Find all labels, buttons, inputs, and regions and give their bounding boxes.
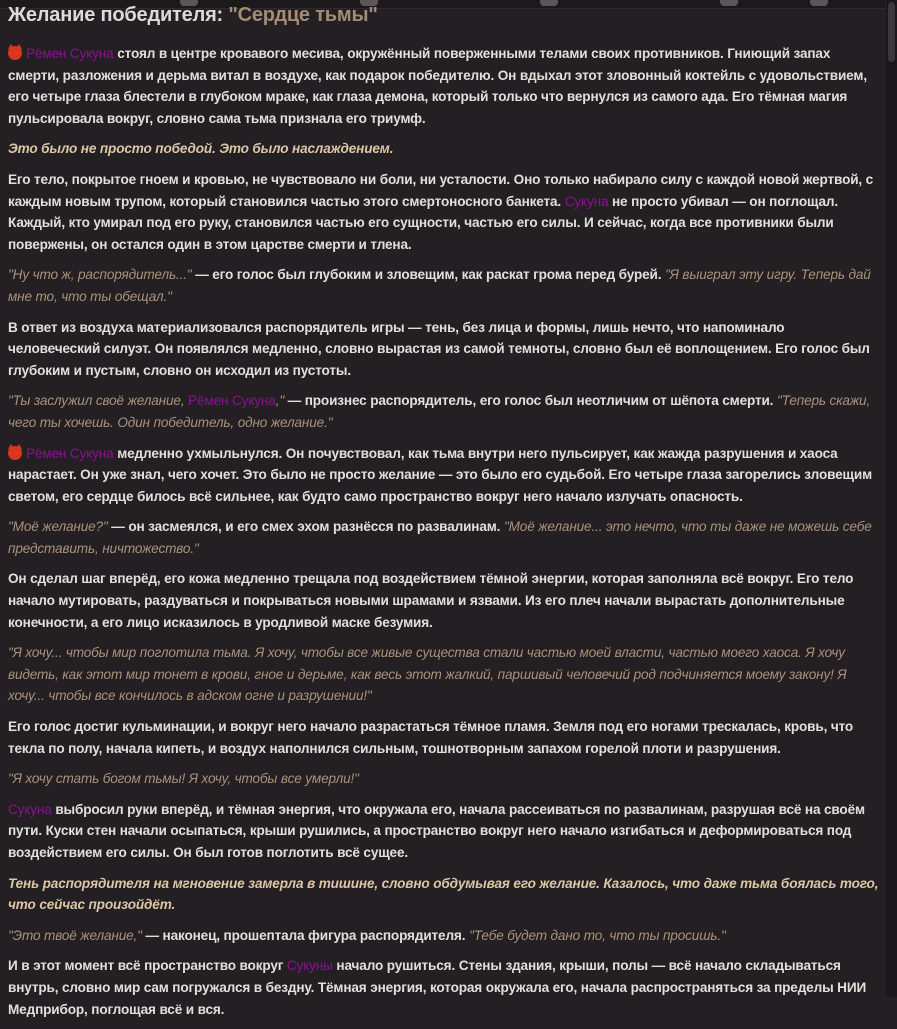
- story-paragraph: [8, 873, 880, 916]
- narration-text: — наконец, прошептала фигура распорядителя.: [141, 927, 469, 943]
- devil-icon: [8, 446, 22, 460]
- story-paragraph: [8, 799, 880, 864]
- dialogue-quote: "Это твоё желание,": [8, 927, 142, 943]
- narration-text: Его тело, покрытое гноем и кровью, не чувствовало ни боли, ни усталости. Оно только набирало силу с каждой новой жертвой, с каждым новым трупом, который становился частью этого смертоносного банкета.: [8, 171, 874, 209]
- character-name: Сукуны: [286, 958, 333, 974]
- story-paragraph: [8, 955, 880, 1020]
- dialogue-quote: "Ну что ж, распорядитель...": [8, 267, 192, 283]
- title-quote: "Сердце тьмы": [228, 4, 378, 26]
- story-title: [8, 4, 880, 27]
- story-paragraph: [8, 768, 880, 790]
- devil-icon: [8, 46, 22, 60]
- dialogue-quote: "Ты заслужил своё желание,: [8, 393, 189, 409]
- narration-text: И в этот момент всё пространство вокруг: [8, 958, 287, 974]
- scrollbar[interactable]: [886, 0, 897, 997]
- character-name: Рёмен Сукуна: [26, 445, 114, 461]
- emphasis-text: Тень распорядителя на мгновение замерла в тишине, словно обдумывая его желание. Казалось, что даже тьма боялась того, что сейчас произойдёт.: [8, 875, 879, 913]
- story-paragraph: [8, 169, 880, 255]
- narration-text: выбросил руки вперёд, и тёмная энергия, что окружала его, начала рассеиваться по развалинам, разрушая всё на своём пути. Куски стен начали осыпаться, крыши рушились, а пространство вокруг него начало изгибаться и деформироваться под воздействием его силы. Он был готов поглотить всё сущее.: [8, 801, 865, 860]
- dialogue-quote: "Моё желание?": [8, 519, 108, 535]
- narration-text: начало рушиться. Стены здания, крыши, полы — всё начало складываться внутрь, словно мир сам погружался в бездну. Тёмная энергия, которая окружала его, начала распространяться за пределы НИИ Медприбор, поглощая всё и вся.: [8, 958, 867, 1017]
- story-paragraph: [8, 568, 880, 633]
- dialogue-quote: "Моё желание... это нечто, что ты даже не можешь себе представить, ничтожество.": [8, 519, 872, 556]
- story-paragraph: [8, 642, 880, 707]
- story-paragraph: [8, 317, 880, 382]
- emphasis-text: Это было не просто победой. Это было наслаждением.: [8, 141, 394, 157]
- dialogue-quote: "Тебе будет дано то, что ты просишь.": [468, 927, 726, 943]
- character-name: Сукуна: [564, 193, 609, 209]
- story-paragraph: [8, 138, 880, 160]
- dialogue-quote: "Теперь скажи, чего ты хочешь. Один победитель, одно желание.": [8, 393, 871, 430]
- story-paragraph: [8, 264, 880, 307]
- narration-text: Он сделал шаг вперёд, его кожа медленно трещала под воздействием тёмной энергии, которая заполняла всё вокруг. Его тело начало мутировать, раздуваться и покрываться новыми шрамами и язвами. Из его плеч начали вырастать дополнительные конечности, а его лицо исказилось в уродливой маске безумия.: [8, 571, 854, 630]
- scrollbar-thumb[interactable]: [888, 2, 895, 62]
- story-paragraph: [8, 716, 880, 759]
- title-text: Желание победителя:: [8, 4, 229, 26]
- character-name: Рёмен Сукуна: [26, 46, 114, 61]
- story-paragraph: [8, 516, 880, 559]
- dialogue-quote: "Я выиграл эту игру. Теперь дай мне то, что ты обещал.": [8, 267, 871, 304]
- character-name: Рёмен Сукуна: [188, 393, 276, 409]
- story-paragraph: [8, 390, 880, 433]
- story-paragraph: [8, 925, 880, 947]
- story-paragraph: [8, 443, 880, 508]
- dialogue-quote: "Я хочу стать богом тьмы! Я хочу, чтобы все умерли!": [8, 771, 359, 787]
- narration-text: В ответ из воздуха материализовался распорядитель игры — тень, без лица и формы, лишь нечто, что напоминало человеческий силуэт. Он появлялся медленно, словно вырастая из самой темноты, словно был её воплощением. Его голос был глубоким и пустым, словно он исходил из пустоты.: [8, 319, 870, 378]
- story-body: [8, 43, 880, 1020]
- narration-text: — произнес распорядитель, его голос был неотличим от шёпота смерти.: [284, 393, 777, 409]
- dialogue-quote: "Я хочу... чтобы мир поглотила тьма. Я хочу, чтобы все живые существа стали частью моей власти, частью моего хаоса. Я хочу видеть, как этот мир тонет в крови, гное и дерьме, как весь этот жалкий, паршивый человечий род подчиняется моему закону! Я хочу... чтобы все кончилось в адском огне и разрушении!": [8, 645, 847, 704]
- dialogue-quote: ,": [275, 393, 285, 409]
- narration-text: Его голос достиг кульминации, и вокруг него начало разрастаться тёмное пламя. Земля под его ногами трескалась, кровь, что текла по полу, начала кипеть, и воздух наполнился сильным, тошнотворным запахом горелой плоти и разрушения.: [8, 719, 854, 756]
- character-name: Сукуна: [8, 801, 52, 817]
- narration-text: медленно ухмыльнулся. Он почувствовал, как тьма внутри него пульсирует, как жажда разрушения и хаоса нарастает. Он уже знал, чего хочет. Это было не просто желание — это было его судьбой. Его четыре глаза загорелись зловещим светом, его сердце билось всё сильнее, как будто само пространство вокруг него начало излучать опасность.: [8, 445, 872, 504]
- narration-text: не просто убивал — он поглощал. Каждый, кто умирал под его руку, становился частью его сущности, частью его силы. И сейчас, когда все противники были повержены, он остался один в этом царстве смерти и тлена.: [8, 193, 838, 252]
- narration-text: — он засмеялся, и его смех эхом разнёсся по развалинам.: [107, 519, 504, 535]
- story-paragraph: [8, 43, 880, 129]
- narration-text: — его голос был глубоким и зловещим, как раскат грома перед бурей.: [191, 267, 665, 283]
- message-content: [8, 4, 880, 1029]
- narration-text: стоял в центре кровавого месива, окружённый поверженными телами своих противников. Гниющий запах смерти, разложения и дерьма витал в воздухе, как подарок победителю. Он вдыхал этот зловонный коктейль с удовольствием, его четыре глаза блестели в глубоком мраке, как глаза демона, который только что вернулся из самого ада. Его тёмная магия пульсировала вокруг, словно сама тьма признала его триумф.: [8, 46, 867, 126]
